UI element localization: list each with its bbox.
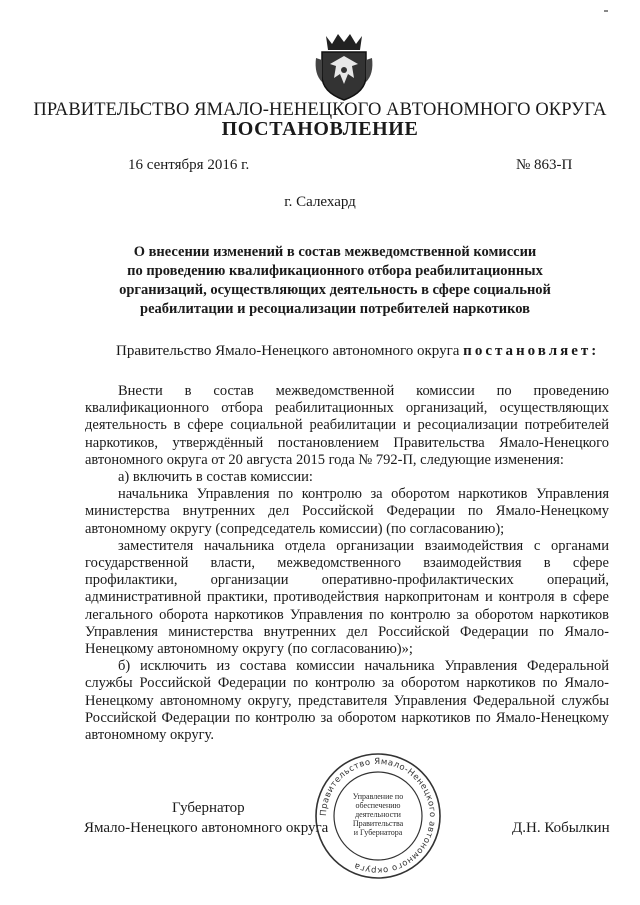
subject-line: О внесении изменений в состав межведомственной комиссии [133, 244, 537, 260]
document-type: ПОСТАНОВЛЕНИЕ [221, 118, 419, 140]
stamp-line: и Губернатора [353, 828, 403, 837]
stamp-line: Правительства [352, 819, 404, 828]
signatory-title: Губернатор [172, 800, 245, 816]
government-name: ПРАВИТЕЛЬСТВО ЯМАЛО-НЕНЕЦКОГО АВТОНОМНОГО ОКРУГА [33, 100, 607, 120]
subject-line: по проведению квалификационного отбора реабилитационных [127, 263, 543, 279]
stamp-line: Управление по [352, 792, 404, 801]
decree-line [116, 343, 599, 360]
document-subject [100, 243, 570, 319]
body-paragraph: а) включить в состав комиссии: [118, 469, 313, 486]
decree-verb: постановляет: [463, 343, 600, 359]
subject-line: организаций, осуществляющих деятельность в сфере социальной [119, 282, 551, 298]
body-paragraph: заместителя начальника отдела организации взаимодействия с органами государственной власти, межведомственного взаимодействия в сфере профилактики, организации оперативно-профилактических операций, административной практики, противодействия наркопритонам и контроля в сфере легального оборота наркотиков Управления по контролю за оборотом наркотиков Управления министерства внутренних дел Российской Федерации по Ямало-Ненецкому автономному округу (по согласованию)»; [85, 537, 609, 658]
body-paragraph: Внести в состав межведомственной комиссии по проведению квалификационного отбора реабилитационных организаций, осуществляющих деятельность в сфере социальной реабилитации и ресоциализации потребителей наркотиков, утверждённый постановлением Правительства Ямало-Ненецкого автономного округа от 20 августа 2015 года № 792-П, следующие изменения: [85, 383, 609, 468]
stamp-center-text [338, 792, 418, 837]
stamp-line: деятельности [355, 810, 401, 819]
document-date: 16 сентября 2016 г. [128, 157, 250, 173]
subject-line: реабилитации и ресоциализации потребителей наркотиков [140, 301, 530, 317]
document-number: № 863-П [516, 157, 573, 173]
coat-of-arms-icon [312, 30, 376, 102]
document-city: г. Салехард [284, 194, 356, 210]
body-paragraph: б) исключить из состава комиссии начальника Управления Федеральной службы Российской Федерации по контролю за оборотом наркотиков по Ямало-Ненецкому автономному округу, представителя Управления Федеральной службы Российской Федерации по контролю за оборотом наркотиков по Ямало-Ненецкому автономному округу. [85, 658, 609, 744]
signatory-region: Ямало-Ненецкого автономного округа [84, 820, 329, 836]
signatory-name: Д.Н. Кобылкин [512, 820, 610, 836]
decree-prefix: Правительство Ямало-Ненецкого автономного округа [116, 343, 460, 359]
stamp-ring-text: Правительство Ямало-Ненецкого автономного округа [318, 756, 438, 876]
document-body [85, 383, 609, 744]
scan-mark [604, 10, 608, 12]
body-paragraph: начальника Управления по контролю за оборотом наркотиков Управления министерства внутренних дел Российской Федерации по Ямало-Ненецкому автономному округу (сопредседатель комиссии) (по согласованию); [85, 486, 609, 537]
stamp-line: обеспечению [355, 801, 401, 810]
